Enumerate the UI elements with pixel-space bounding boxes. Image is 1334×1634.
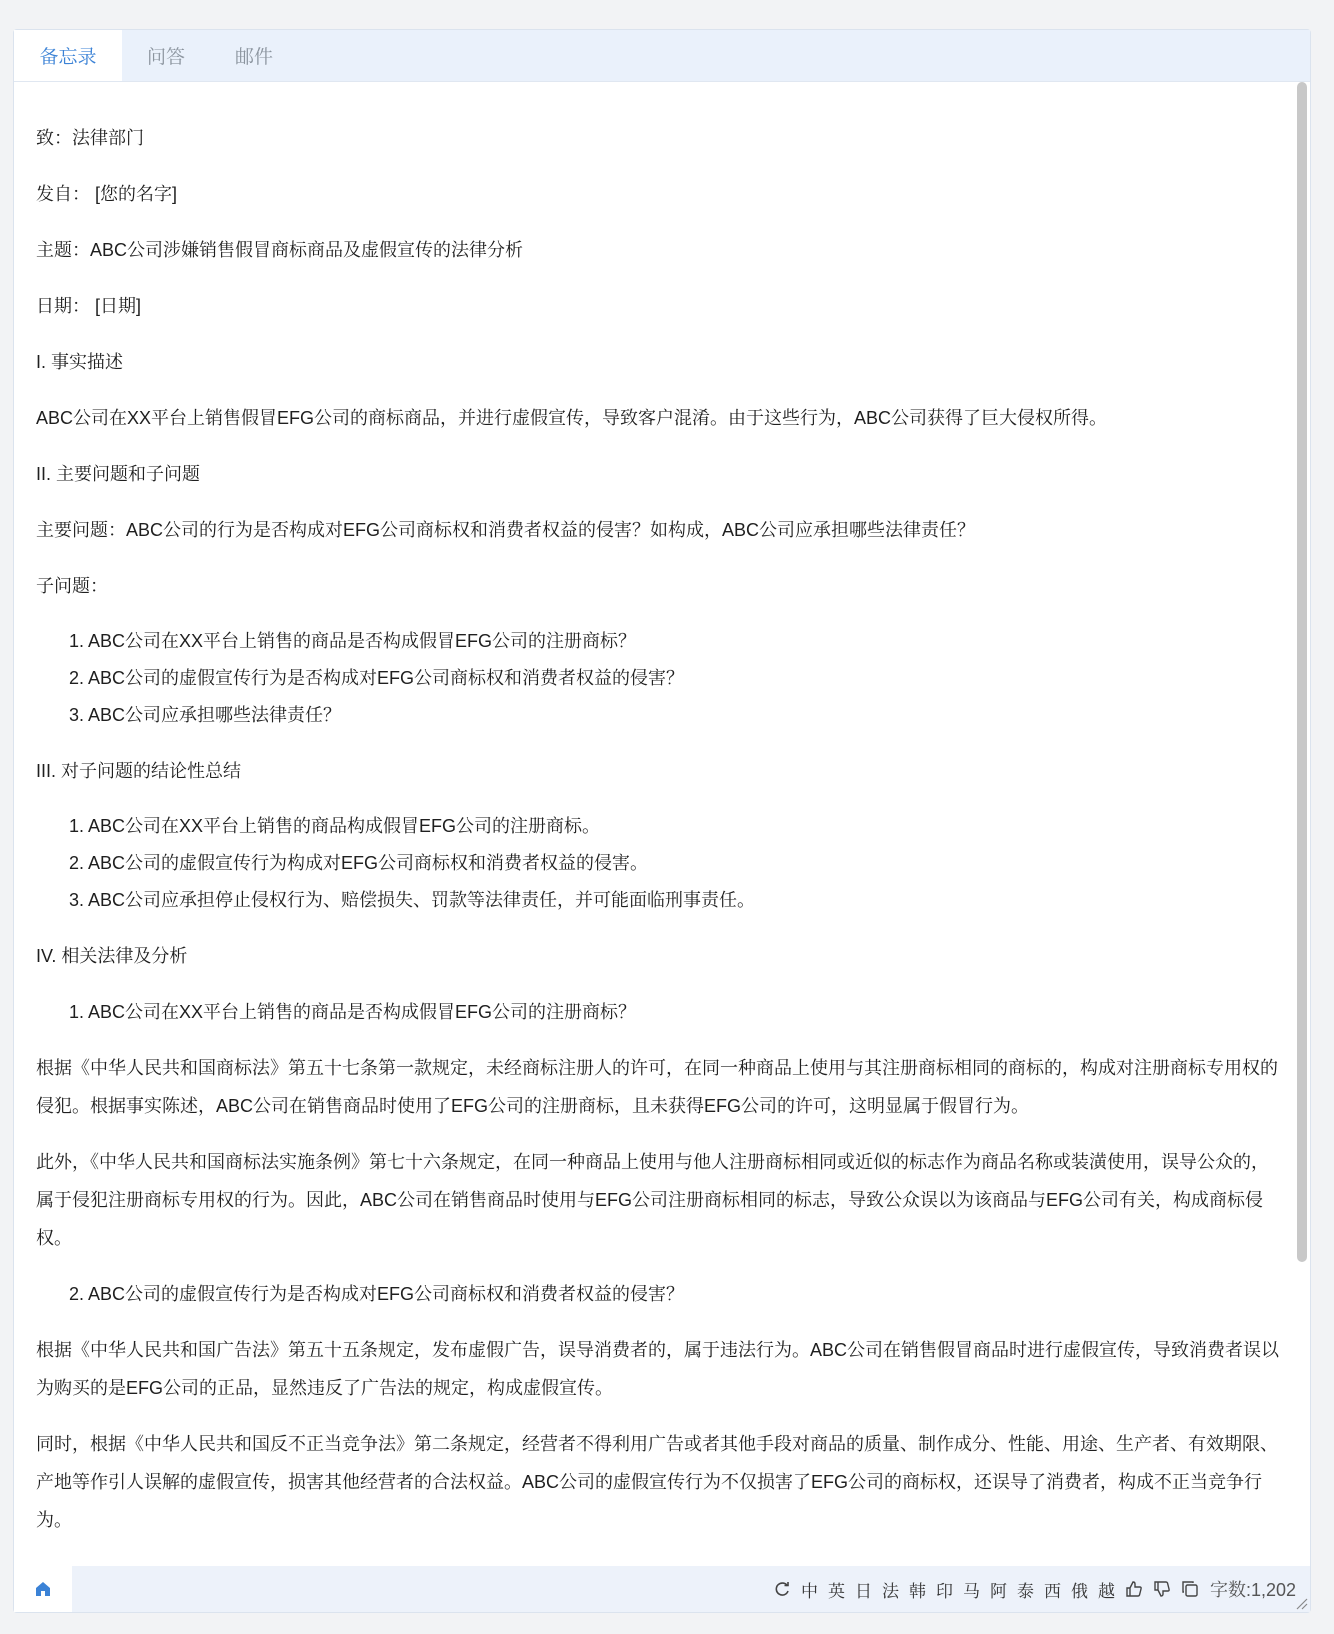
section-2-main-question: 主要问题：ABC公司的行为是否构成对EFG公司商标权和消费者权益的侵害？如构成，ABC公司应承担哪些法律责任？ (36, 520, 976, 540)
lang-ar-button[interactable]: 阿 (989, 1581, 1007, 1601)
lang-ru-button[interactable]: 俄 (1070, 1581, 1088, 1601)
lang-ja-button[interactable]: 日 (854, 1581, 872, 1601)
list-item: 1. ABC公司在XX平台上销售的商品是否构成假冒EFG公司的注册商标？ (69, 631, 637, 651)
word-count: 字数:1,202 (1209, 1580, 1296, 1600)
lang-en-button[interactable]: 英 (827, 1581, 845, 1601)
memo-subject: 主题：ABC公司涉嫌销售假冒商标商品及虚假宣传的法律分析 (36, 240, 524, 260)
lang-ko-button[interactable]: 韩 (908, 1581, 926, 1601)
sub-questions-label: 子问题： (36, 576, 108, 596)
tab-qa[interactable]: 问答 (147, 47, 186, 68)
conclusions-list (36, 808, 1286, 919)
lang-zh-button[interactable]: 中 (800, 1581, 818, 1601)
regenerate-button[interactable] (769, 1581, 796, 1598)
lang-vi-button[interactable]: 越 (1097, 1581, 1115, 1601)
toolbar-actions (769, 1576, 1310, 1602)
thumbs-down-icon (1153, 1580, 1171, 1598)
section-4-question-1: 1. ABC公司在XX平台上销售的商品是否构成假冒EFG公司的注册商标？ (69, 1002, 637, 1022)
list-item: 2. ABC公司的虚假宣传行为构成对EFG公司商标权和消费者权益的侵害。 (69, 853, 649, 873)
lang-ms-button[interactable]: 马 (962, 1581, 980, 1601)
copy-icon (1181, 1580, 1199, 1598)
tab-bar (14, 30, 1310, 82)
section-4-title: IV. 相关法律及分析 (36, 946, 188, 966)
list-item: 3. ABC公司应承担停止侵权行为、赔偿损失、罚款等法律责任，并可能面临刑事责任。 (69, 890, 756, 910)
lang-th-button[interactable]: 泰 (1016, 1581, 1034, 1601)
thumbs-up-icon (1125, 1580, 1143, 1598)
tab-memo[interactable]: 备忘录 (14, 30, 122, 81)
section-4-paragraph: 根据《中华人民共和国广告法》第五十五条规定，发布虚假广告，误导消费者的，属于违法行为。ABC公司在销售假冒商品时进行虚假宣传，导致消费者误以为购买的是EFG公司的正品，显然违反了广告法的规定，构成虚假宣传。 (36, 1340, 1280, 1398)
thumbs-down-button[interactable] (1148, 1580, 1176, 1598)
lang-hi-button[interactable]: 印 (935, 1581, 953, 1601)
tab-email[interactable]: 邮件 (235, 47, 274, 68)
section-4-paragraph: 此外，《中华人民共和国商标法实施条例》第七十六条规定，在同一种商品上使用与他人注册商标相同或近似的标志作为商品名称或装潢使用，误导公众的，属于侵犯注册商标专用权的行为。因此，ABC公司在销售商品时使用与EFG公司注册商标相同的标志，导致公众误以为该商品与EFG公司有关，构成商标侵权。 (36, 1152, 1269, 1248)
memo-content (36, 82, 1286, 1566)
list-item: 1. ABC公司在XX平台上销售的商品构成假冒EFG公司的注册商标。 (69, 816, 601, 836)
refresh-icon (774, 1581, 791, 1598)
vertical-scrollbar[interactable] (1297, 82, 1307, 1262)
section-4-paragraph: 根据《中华人民共和国商标法》第五十七条第一款规定，未经商标注册人的许可，在同一种商品上使用与其注册商标相同的商标的，构成对注册商标专用权的侵犯。根据事实陈述，ABC公司在销售商品时使用了EFG公司的注册商标，且未获得EFG公司的许可，这明显属于假冒行为。 (36, 1058, 1278, 1116)
section-1-title: I. 事实描述 (36, 352, 124, 372)
lang-fr-button[interactable]: 法 (881, 1581, 899, 1601)
bottom-toolbar (14, 1566, 1310, 1612)
sub-questions-list (36, 623, 1286, 734)
list-item: 2. ABC公司的虚假宣传行为是否构成对EFG公司商标权和消费者权益的侵害？ (69, 668, 685, 688)
section-3-title: III. 对子问题的结论性总结 (36, 761, 242, 781)
resize-handle-icon[interactable] (1294, 1596, 1308, 1610)
section-4-paragraph: 同时，根据《中华人民共和国反不正当竞争法》第二条规定，经营者不得利用广告或者其他手段对商品的质量、制作成分、性能、用途、生产者、有效期限、产地等作引人误解的虚假宣传，损害其他经营者的合法权益。ABC公司的虚假宣传行为不仅损害了EFG公司的商标权，还误导了消费者，构成不正当竞争行为。 (36, 1434, 1278, 1530)
thumbs-up-button[interactable] (1120, 1580, 1148, 1598)
list-item: 3. ABC公司应承担哪些法律责任？ (69, 705, 342, 725)
home-button[interactable] (14, 1566, 72, 1612)
home-icon (34, 1580, 52, 1598)
lang-es-button[interactable]: 西 (1043, 1581, 1061, 1601)
section-2-title: II. 主要问题和子问题 (36, 464, 201, 484)
memo-date: 日期： [日期] (36, 296, 142, 316)
memo-to: 致：法律部门 (36, 128, 144, 148)
section-4-question-2: 2. ABC公司的虚假宣传行为是否构成对EFG公司商标权和消费者权益的侵害？ (69, 1284, 685, 1304)
section-1-body: ABC公司在XX平台上销售假冒EFG公司的商标商品，并进行虚假宣传，导致客户混淆。由于这些行为，ABC公司获得了巨大侵权所得。 (36, 408, 1108, 428)
memo-from: 发自： [您的名字] (36, 184, 178, 204)
copy-button[interactable] (1176, 1580, 1204, 1598)
app-window (13, 29, 1311, 1613)
